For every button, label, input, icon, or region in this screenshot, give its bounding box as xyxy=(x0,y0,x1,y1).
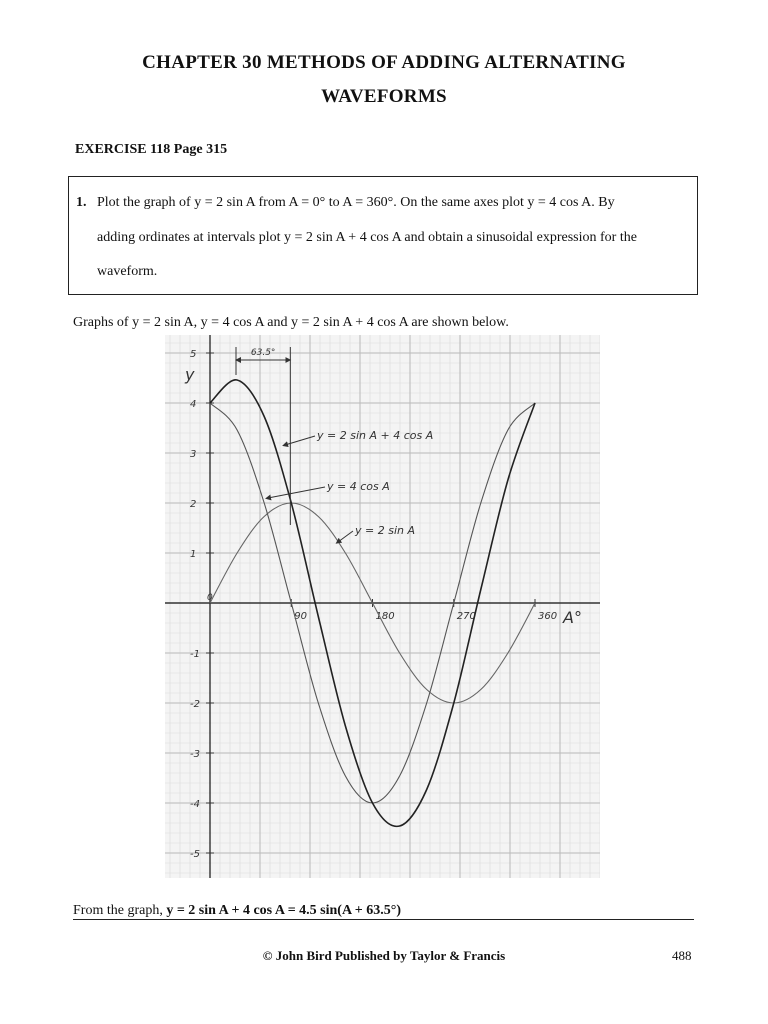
x-axis-label: A° xyxy=(563,608,582,627)
x-tick-label: 180 xyxy=(375,611,395,622)
series-label: y = 2 sin A + 4 cos A xyxy=(317,429,434,442)
chapter-title-line-1: CHAPTER 30 METHODS OF ADDING ALTERNATING xyxy=(142,52,626,73)
y-tick-label: 0 xyxy=(207,593,213,603)
exercise-heading: EXERCISE 118 Page 315 xyxy=(75,142,228,157)
x-tick-label: 270 xyxy=(456,611,476,622)
footer-copyright: © John Bird Published by Taylor & Francis xyxy=(262,948,506,963)
y-tick-label: 5 xyxy=(190,349,197,360)
conclusion-prefix: From the graph, xyxy=(73,903,167,918)
question-number: 1. xyxy=(76,195,87,210)
y-tick-label: -1 xyxy=(190,649,200,660)
page-number: 488 xyxy=(672,948,692,963)
waveform-graph xyxy=(165,335,600,878)
question-text-line-3: waveform. xyxy=(97,264,158,279)
conclusion-line xyxy=(73,903,401,919)
series-label: y = 4 cos A xyxy=(327,480,390,493)
question-text-line-1: Plot the graph of y = 2 sin A from A = 0° to A = 360°. On the same axes plot y = 4 cos A. By xyxy=(97,195,615,210)
y-tick-label: 1 xyxy=(190,549,197,560)
footer-rule xyxy=(73,919,694,920)
y-tick-label: 4 xyxy=(190,399,197,410)
question-text-line-2: adding ordinates at intervals plot y = 2 sin A + 4 cos A and obtain a sinusoidal expression for the xyxy=(97,230,637,245)
y-tick-label: -5 xyxy=(190,849,200,860)
y-tick-label: -3 xyxy=(190,749,200,760)
y-tick-label: 3 xyxy=(190,449,197,460)
graph-intro-text: Graphs of y = 2 sin A, y = 4 cos A and y = 2 sin A + 4 cos A are shown below. xyxy=(73,315,509,330)
y-axis-label: y xyxy=(185,365,195,384)
y-tick-label: 2 xyxy=(190,499,197,510)
conclusion-result: y = 2 sin A + 4 cos A = 4.5 sin(A + 63.5°) xyxy=(166,903,402,918)
y-tick-label: -4 xyxy=(190,799,200,810)
phase-label: 63.5° xyxy=(250,348,276,358)
series-label: y = 2 sin A xyxy=(355,524,415,537)
x-tick-label: 360 xyxy=(538,611,558,622)
y-tick-label: -2 xyxy=(190,699,200,710)
question-box xyxy=(68,176,698,295)
x-tick-label: 90 xyxy=(294,611,307,622)
chapter-title-line-2: WAVEFORMS xyxy=(321,86,447,107)
